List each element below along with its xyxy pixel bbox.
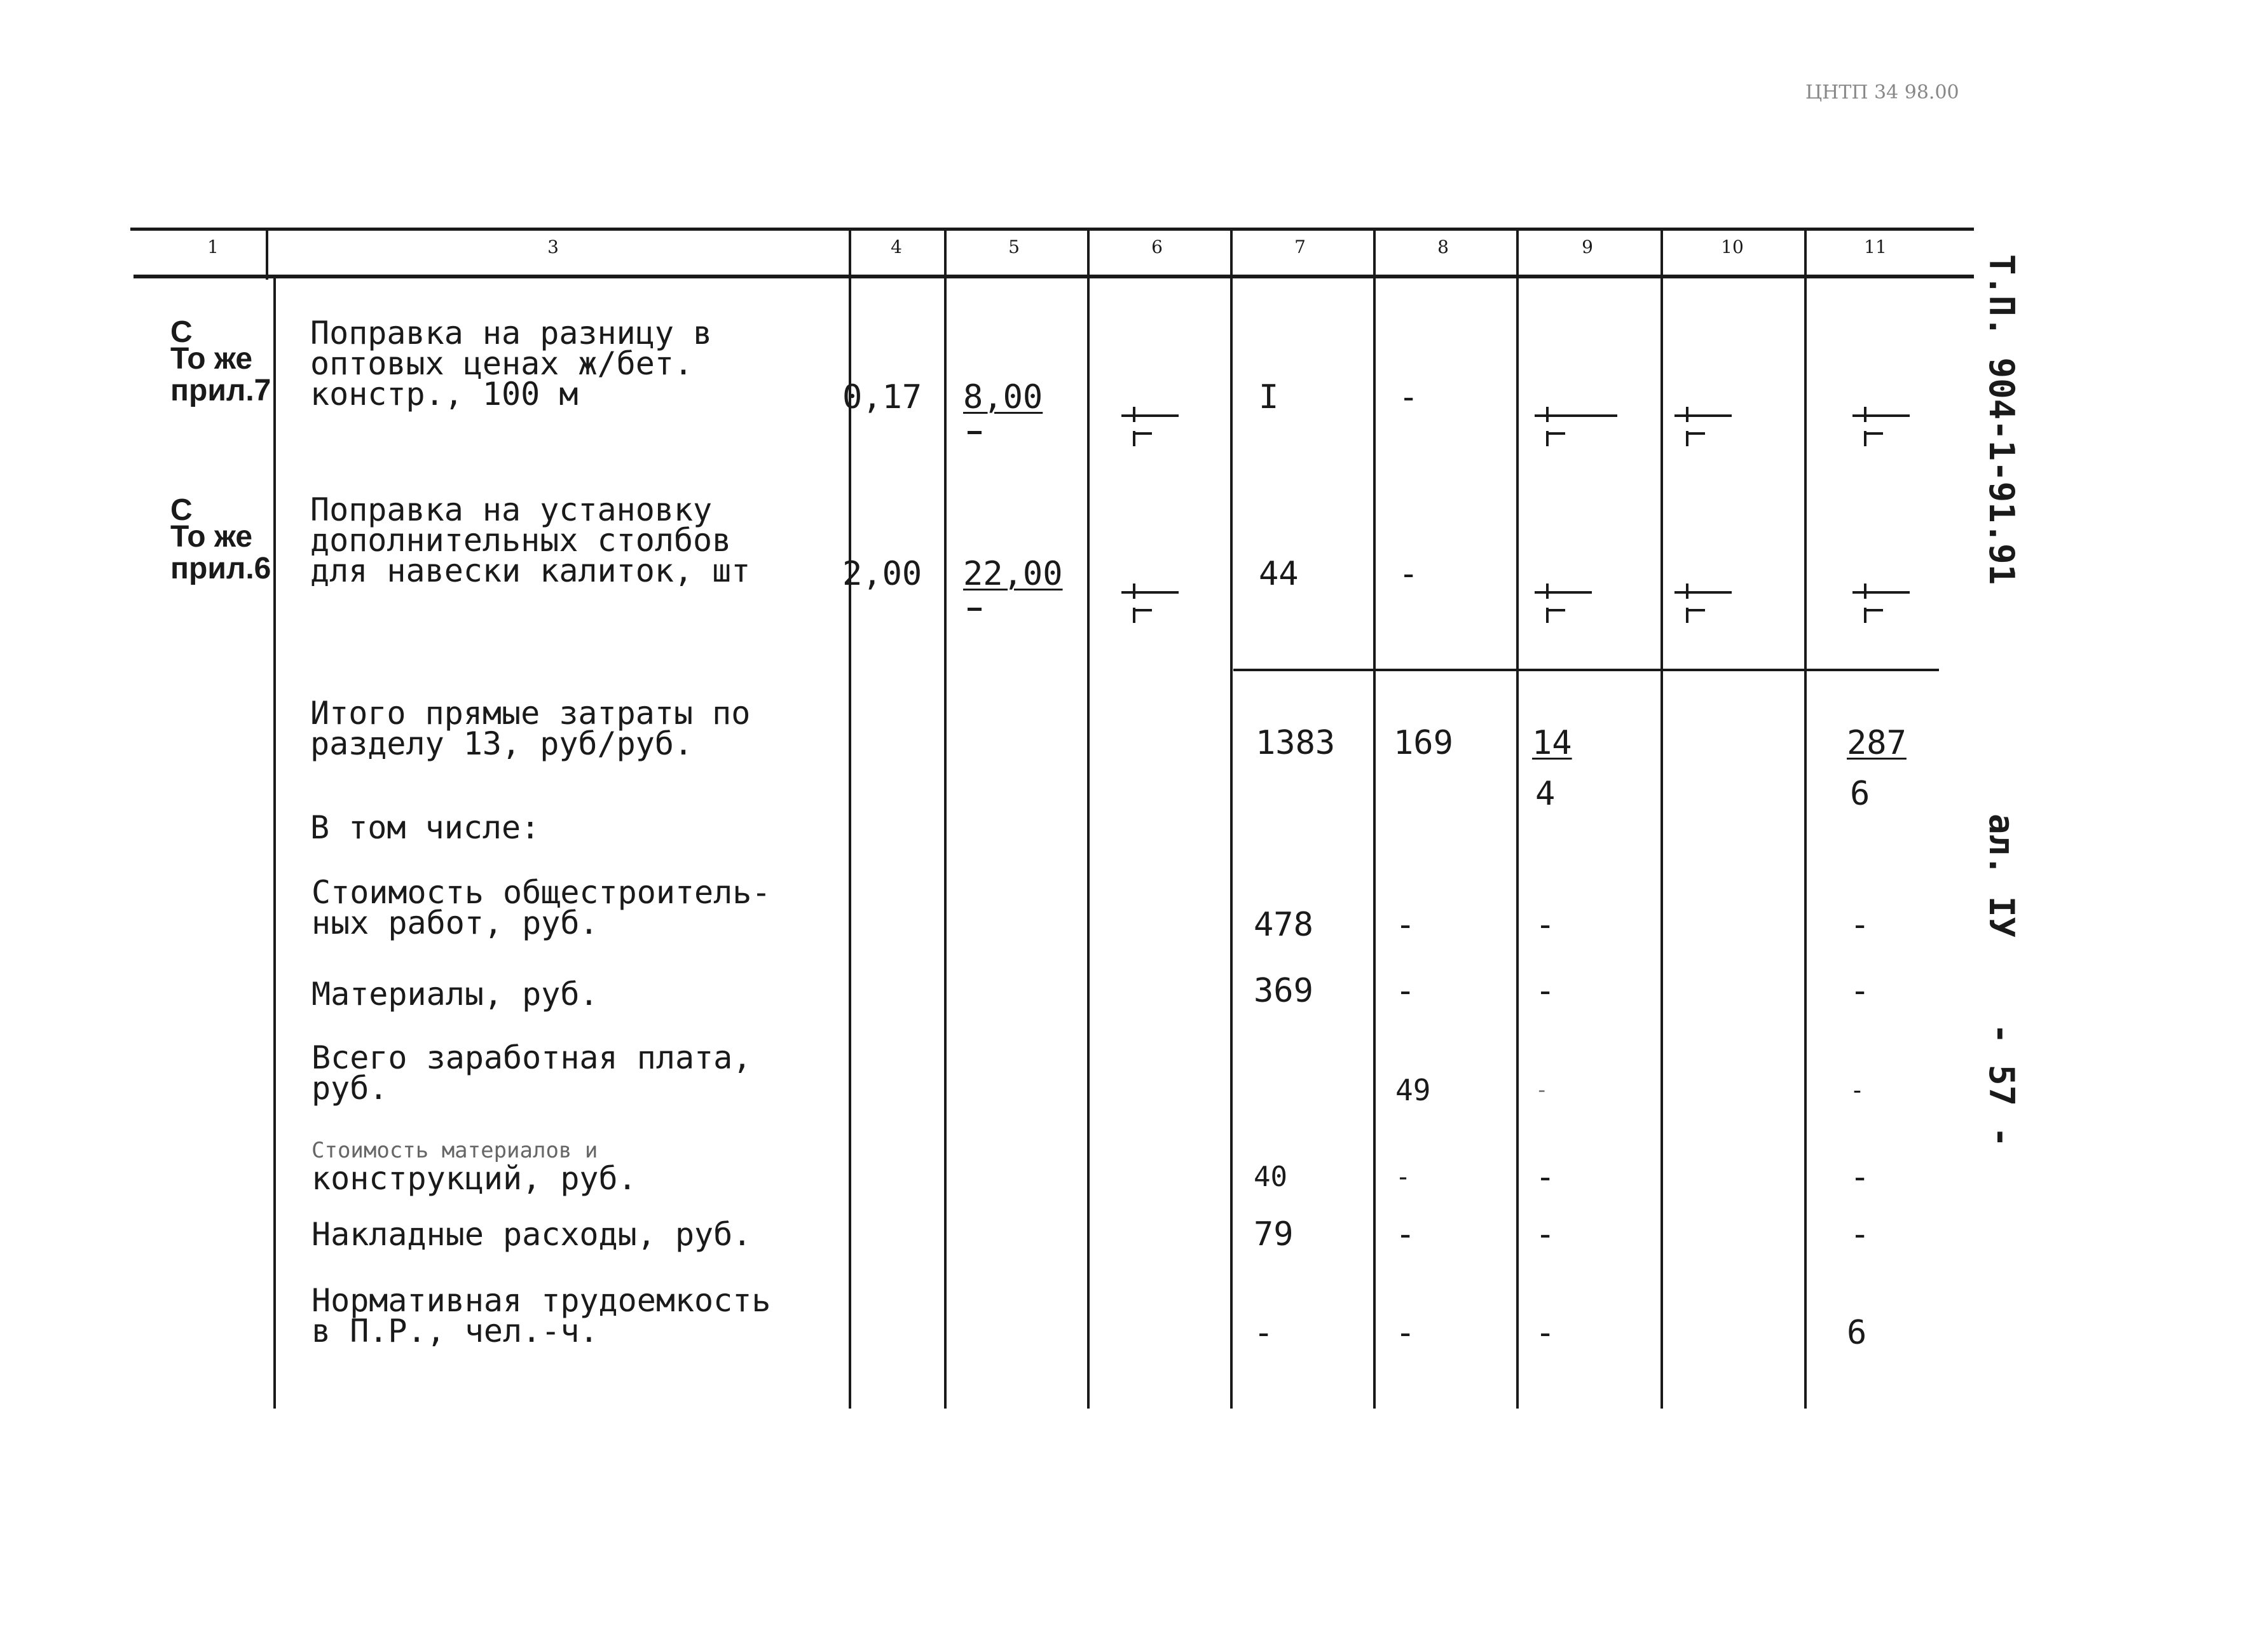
subrow1-desc-line1: Стоимость общестроитель- <box>312 874 771 911</box>
subrow6-desc-line1: Нормативная трудоемкость <box>312 1282 771 1319</box>
subrow5-col9: - <box>1535 1215 1556 1253</box>
row1-col8: - <box>1399 378 1419 416</box>
row1-col6-ditto <box>1119 407 1182 458</box>
total-desc-line1: Итого прямые затраты по <box>310 695 751 732</box>
subrow2-col8: - <box>1395 972 1416 1010</box>
total-col11-top: 287 <box>1847 724 1907 762</box>
col-number-11: 11 <box>1864 236 1887 257</box>
col-number-1: 1 <box>207 236 219 257</box>
subrow6-col9: - <box>1535 1314 1556 1352</box>
row2-col4: 2,00 <box>842 555 922 593</box>
row2-col11-ditto <box>1850 584 1914 634</box>
row1-desc-line1: Поправка на разницу в <box>310 315 713 352</box>
row2-col6-ditto <box>1119 584 1182 634</box>
row2-ref-line2: прил.6 <box>170 552 271 585</box>
row2-desc-line3: для навески калиток, шт <box>310 552 751 589</box>
subrow3-description <box>312 1039 752 1107</box>
subrow2-col7: 369 <box>1254 972 1313 1010</box>
total-desc-line2: разделу 13, руб/руб. <box>310 725 694 762</box>
total-col7: 1383 <box>1256 724 1336 762</box>
subrow2-desc-line1: Материалы, руб. <box>312 976 599 1013</box>
subrow5-col8: - <box>1395 1215 1416 1253</box>
total-col8: 169 <box>1394 724 1453 762</box>
col-number-9: 9 <box>1582 236 1593 257</box>
col-divider-9 <box>1661 229 1663 1409</box>
subrow1-col9: - <box>1535 906 1556 944</box>
col-divider-1b <box>273 278 276 1409</box>
total-col9-top: 14 <box>1532 724 1572 762</box>
row1-col11-ditto <box>1850 407 1914 458</box>
subrow1-desc-line2: ных работ, руб. <box>312 905 599 941</box>
subrow4-col8: - <box>1395 1163 1411 1192</box>
subrow4-description <box>312 1138 637 1197</box>
row2-col8: - <box>1399 555 1419 593</box>
col-number-5: 5 <box>1008 236 1020 257</box>
col-divider-5 <box>1087 229 1090 1409</box>
row1-col5-dash <box>968 431 982 434</box>
row1-ref-line2: прил.7 <box>170 374 271 407</box>
col-divider-4 <box>944 229 947 1409</box>
row1-ref-line1: То же <box>170 342 253 376</box>
row2-ref-code: С <box>170 493 193 527</box>
subrow4-col7: 40 <box>1254 1161 1287 1193</box>
subrow4-desc-line1: Стоимость материалов и <box>312 1138 598 1163</box>
col-divider-8 <box>1516 229 1519 1409</box>
row1-desc-line3: констр., 100 м <box>310 376 579 413</box>
side-reference: Т.П. 904-1-91.91 <box>1982 254 2022 585</box>
subrow3-desc-line1: Всего заработная плата, <box>312 1039 752 1076</box>
subrow1-col11: - <box>1850 906 1870 944</box>
row2-ref-line1: То же <box>170 520 253 554</box>
row2-col7: 44 <box>1259 555 1299 593</box>
subrow1-col8: - <box>1395 906 1416 944</box>
side-part: ал. IУ <box>1982 814 2022 938</box>
col-divider-1 <box>266 229 268 280</box>
total-col11-bottom: 6 <box>1850 775 1870 813</box>
row2-desc-line1: Поправка на установку <box>310 491 713 528</box>
row2-col9-ditto <box>1532 584 1596 634</box>
total-col9-bottom: 4 <box>1535 775 1556 813</box>
subrow1-col7: 478 <box>1254 906 1313 944</box>
side-page-number: - 57 - <box>1982 1023 2022 1148</box>
row2-desc-line2: дополнительных столбов <box>310 522 732 559</box>
subrow2-description <box>312 976 599 1013</box>
header-bottom-border <box>134 275 1974 278</box>
subrow2-col9: - <box>1535 972 1556 1010</box>
col-number-6: 6 <box>1151 236 1163 257</box>
col-divider-6 <box>1230 229 1233 1409</box>
row2-col5: 22,00 <box>963 555 1063 593</box>
row1-col9-ditto <box>1532 407 1621 458</box>
subrow3-col11: - <box>1850 1076 1865 1104</box>
subrow5-col7: 79 <box>1254 1215 1294 1253</box>
including-label: В том числе: <box>310 809 540 846</box>
row2-ref <box>170 495 271 585</box>
col-number-8: 8 <box>1437 236 1449 257</box>
subrow3-col9: - <box>1535 1077 1549 1103</box>
row1-col10-ditto <box>1672 407 1736 458</box>
total-description <box>310 695 751 762</box>
subrow4-desc-line2: конструкций, руб. <box>312 1160 637 1197</box>
row1-col4: 0,17 <box>842 378 922 416</box>
subrow6-col7: - <box>1254 1314 1274 1352</box>
row2-col10-ditto <box>1672 584 1736 634</box>
subtotal-separator <box>1233 669 1939 671</box>
row1-ref <box>170 317 271 407</box>
col-divider-10 <box>1804 229 1807 1409</box>
col-number-3: 3 <box>547 236 559 257</box>
row1-desc-line2: оптовых ценах ж/бет. <box>310 345 694 382</box>
subrow6-col11: 6 <box>1847 1314 1867 1352</box>
row2-description <box>310 491 751 589</box>
subrow3-desc-line2: руб. <box>312 1070 388 1107</box>
subrow5-col11: - <box>1850 1215 1870 1253</box>
subrow4-col9: - <box>1535 1158 1556 1196</box>
col-number-4: 4 <box>891 236 902 257</box>
table-top-border <box>130 228 1974 231</box>
row1-ref-code: С <box>170 315 193 349</box>
subrow2-col11: - <box>1850 972 1870 1010</box>
subrow5-desc-line1: Накладные расходы, руб. <box>312 1216 752 1253</box>
col-number-7: 7 <box>1294 236 1306 257</box>
subrow6-description <box>312 1282 771 1349</box>
row1-col5: 8,00 <box>963 378 1043 416</box>
subrow5-description <box>312 1216 752 1253</box>
subrow4-col11: - <box>1850 1158 1870 1196</box>
row2-col5-dash <box>968 608 982 611</box>
subrow6-col8: - <box>1395 1314 1416 1352</box>
col-number-10: 10 <box>1721 236 1744 257</box>
row1-col7: I <box>1259 378 1279 416</box>
subrow6-desc-line2: в П.Р., чел.-ч. <box>312 1313 599 1349</box>
archive-code: ЦНТП 34 98.00 <box>1805 81 1959 104</box>
col-divider-7 <box>1373 229 1376 1409</box>
row1-description <box>310 315 713 413</box>
subrow1-description <box>312 874 771 941</box>
subrow3-col8: 49 <box>1395 1073 1431 1107</box>
